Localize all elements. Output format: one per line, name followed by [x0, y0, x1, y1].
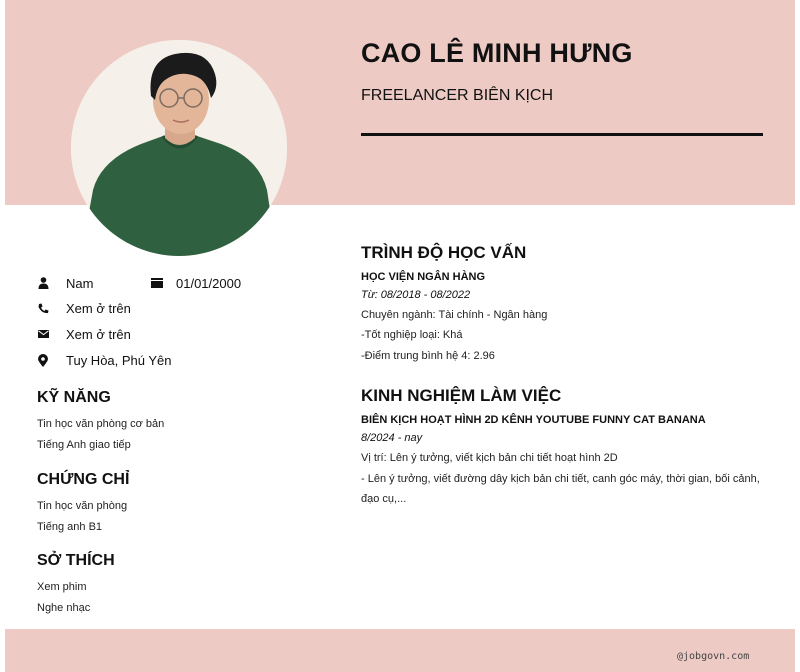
contact-email — [37, 324, 131, 344]
education-school: HỌC VIỆN NGÂN HÀNG — [361, 271, 486, 283]
experience-job: BIÊN KỊCH HOẠT HÌNH 2D KÊNH YOUTUBE FUNNY CAT BANANA — [361, 414, 706, 426]
education-line: -Điểm trung bình hệ 4: 2.96 — [361, 350, 495, 362]
education-line: -Tốt nghiệp loại: Khá — [361, 329, 463, 341]
email-value: Xem ở trên — [66, 326, 131, 342]
hobbies-title: SỞ THÍCH — [37, 552, 115, 569]
dob-value: 01/01/2000 — [176, 275, 242, 291]
skill-item: Tin học văn phòng cơ bản — [37, 418, 165, 430]
skill-item: Tiếng Anh giao tiếp — [37, 439, 131, 451]
contact-dob — [151, 273, 241, 293]
certificate-item: Tiếng anh B1 — [37, 521, 103, 533]
phone-icon — [37, 302, 49, 314]
person-icon — [37, 277, 49, 289]
contact-gender — [37, 273, 93, 293]
hobby-item: Nghe nhạc — [37, 602, 91, 614]
address-value: Tuy Hòa, Phú Yên — [66, 352, 172, 368]
experience-position: Vị trí: Lên ý tưởng, viết kịch bản chi tiết hoạt hình 2D — [361, 452, 618, 464]
skills-title: KỸ NĂNG — [37, 389, 111, 406]
certificate-item: Tin học văn phòng — [37, 500, 128, 512]
phone-value: Xem ở trên — [66, 300, 131, 316]
gender-value: Nam — [66, 275, 94, 291]
education-line: Chuyên ngành: Tài chính - Ngân hàng — [361, 309, 548, 321]
header-divider — [361, 133, 763, 136]
education-period: Từ: 08/2018 - 08/2022 — [361, 289, 471, 301]
location-icon — [37, 354, 49, 366]
mail-icon — [37, 328, 49, 340]
calendar-icon — [151, 277, 163, 289]
experience-period: 8/2024 - nay — [361, 432, 423, 444]
contact-phone — [37, 298, 131, 318]
profile-photo — [71, 40, 287, 256]
experience-title: KINH NGHIỆM LÀM VIỆC — [361, 386, 562, 405]
certificates-title: CHỨNG CHỈ — [37, 471, 130, 488]
experience-description: - Lên ý tưởng, viết đường dây kịch bản chi tiết, canh góc máy, thời gian, bối cảnh, đạo cụ,... — [361, 473, 760, 505]
education-title: TRÌNH ĐỘ HỌC VẤN — [361, 243, 527, 262]
candidate-name: CAO LÊ MINH HƯNG — [361, 38, 633, 68]
contact-address — [37, 350, 172, 370]
hobby-item: Xem phim — [37, 581, 87, 593]
watermark: @jobgovn.com — [677, 651, 750, 662]
candidate-role: FREELANCER BIÊN KỊCH — [361, 87, 554, 104]
